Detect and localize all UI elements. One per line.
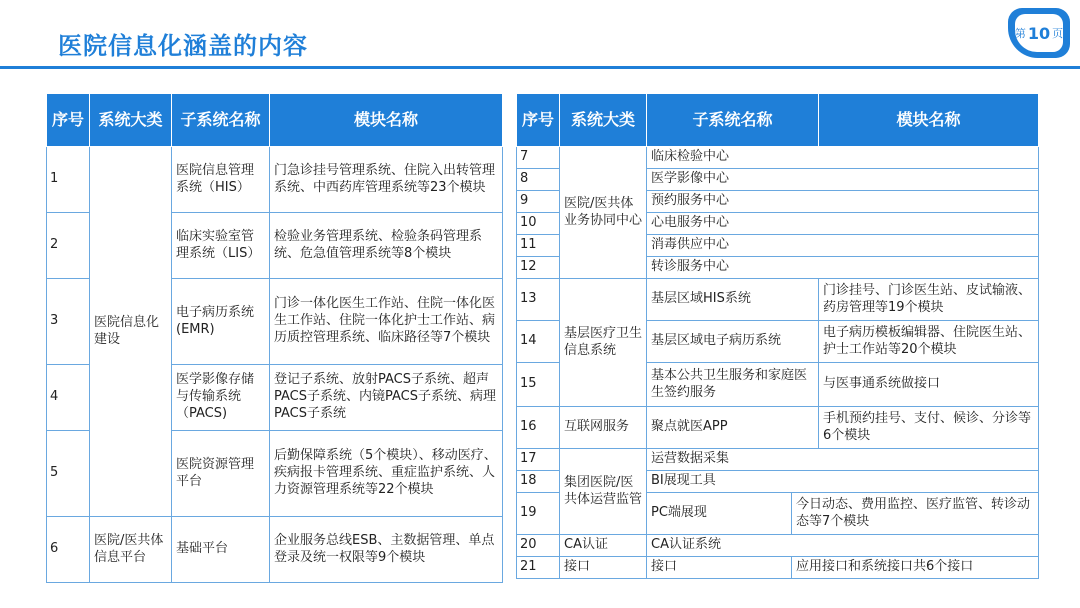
module-cell: 检验业务管理系统、检验条码管理系统、危急值管理系统等8个模块	[270, 213, 503, 279]
table-row	[47, 517, 503, 583]
seq-cell: 17	[517, 449, 560, 471]
category-cell: CA认证	[560, 535, 647, 557]
table-header-row	[47, 94, 503, 147]
module-cell: 电子病历模板编辑器、住院医生站、护士工作站等20个模块	[819, 321, 1039, 363]
table-row	[47, 147, 503, 213]
header-seq: 序号	[47, 94, 90, 147]
subsystem-cell: 基层区域HIS系统	[647, 279, 819, 321]
table-row	[517, 279, 1039, 321]
category-cell: 接口	[560, 557, 647, 579]
subsystem-cell: 心电服务中心	[647, 213, 1039, 235]
subsystem-cell: BI展现工具	[647, 471, 1039, 493]
subsystem-cell: 电子病历系统(EMR)	[172, 279, 270, 365]
seq-cell: 10	[517, 213, 560, 235]
seq-cell: 19	[517, 493, 560, 535]
category-cell: 集团医院/医共体运营监管	[560, 449, 647, 535]
seq-cell: 18	[517, 471, 560, 493]
subsystem-cell: 医院资源管理平台	[172, 431, 270, 517]
seq-cell: 20	[517, 535, 560, 557]
seq-cell: 8	[517, 169, 560, 191]
header-subsystem: 子系统名称	[647, 94, 819, 147]
header-category: 系统大类	[90, 94, 172, 147]
table-row	[517, 449, 1039, 471]
category-cell: 基层医疗卫生信息系统	[560, 279, 647, 407]
seq-cell: 2	[47, 213, 90, 279]
page-number: 10	[1027, 23, 1051, 43]
table-row	[517, 557, 1039, 579]
seq-cell: 1	[47, 147, 90, 213]
seq-cell: 9	[517, 191, 560, 213]
subsystem-cell: 消毒供应中心	[647, 235, 1039, 257]
seq-cell: 6	[47, 517, 90, 583]
subsystem-cell: 基础平台	[172, 517, 270, 583]
header-module: 模块名称	[270, 94, 503, 147]
subsystem-cell: PC端展现	[647, 493, 792, 535]
module-cell: 登记子系统、放射PACS子系统、超声PACS子系统、内镜PACS子系统、病理PACS子系统	[270, 365, 503, 431]
category-cell: 医院信息化建设	[90, 147, 172, 517]
table-row	[517, 147, 1039, 169]
title-underline	[0, 66, 1080, 69]
table-row	[517, 535, 1039, 557]
table-row	[517, 407, 1039, 449]
page-suffix: 页	[1052, 27, 1064, 40]
seq-cell: 16	[517, 407, 560, 449]
module-cell: 手机预约挂号、支付、候诊、分诊等6个模块	[819, 407, 1039, 449]
subsystem-cell: 运营数据采集	[647, 449, 1039, 471]
category-cell: 医院/医共体信息平台	[90, 517, 172, 583]
module-cell: 应用接口和系统接口共6个接口	[792, 557, 1039, 579]
right-table	[516, 93, 1039, 579]
page-title: 医院信息化涵盖的内容	[58, 32, 308, 60]
subsystem-cell: 临床实验室管理系统（LIS）	[172, 213, 270, 279]
subsystem-cell: 基本公共卫生服务和家庭医生签约服务	[647, 363, 819, 407]
category-cell: 互联网服务	[560, 407, 647, 449]
header-seq: 序号	[517, 94, 560, 147]
subsystem-cell: 医学影像中心	[647, 169, 1039, 191]
page-number-badge	[1008, 8, 1070, 58]
table-header-row	[517, 94, 1039, 147]
subsystem-cell: 预约服务中心	[647, 191, 1039, 213]
module-cell: 门诊挂号、门诊医生站、皮试输液、药房管理等19个模块	[819, 279, 1039, 321]
seq-cell: 7	[517, 147, 560, 169]
seq-cell: 14	[517, 321, 560, 363]
module-cell: 今日动态、费用监控、医疗监管、转诊动态等7个模块	[792, 493, 1039, 535]
seq-cell: 3	[47, 279, 90, 365]
header-module: 模块名称	[819, 94, 1039, 147]
seq-cell: 13	[517, 279, 560, 321]
module-cell: 与医事通系统做接口	[819, 363, 1039, 407]
subsystem-cell: 接口	[647, 557, 792, 579]
module-cell: 门急诊挂号管理系统、住院入出转管理系统、中西药库管理系统等23个模块	[270, 147, 503, 213]
subsystem-cell: 临床检验中心	[647, 147, 1039, 169]
subsystem-cell: 医学影像存储与传输系统（PACS)	[172, 365, 270, 431]
category-cell: 医院/医共体业务协同中心	[560, 147, 647, 279]
subsystem-cell: 医院信息管理系统（HIS）	[172, 147, 270, 213]
subsystem-cell: 基层区域电子病历系统	[647, 321, 819, 363]
seq-cell: 5	[47, 431, 90, 517]
seq-cell: 12	[517, 257, 560, 279]
seq-cell: 21	[517, 557, 560, 579]
header-subsystem: 子系统名称	[172, 94, 270, 147]
subsystem-cell: 聚点就医APP	[647, 407, 819, 449]
module-cell: 门诊一体化医生工作站、住院一体化医生工作站、住院一体化护士工作站、病历质控管理系统、临床路径等7个模块	[270, 279, 503, 365]
left-table	[46, 93, 503, 583]
header-category: 系统大类	[560, 94, 647, 147]
subsystem-cell: CA认证系统	[647, 535, 1039, 557]
page-prefix: 第	[1014, 27, 1026, 40]
module-cell: 企业服务总线ESB、主数据管理、单点登录及统一权限等9个模块	[270, 517, 503, 583]
seq-cell: 11	[517, 235, 560, 257]
seq-cell: 4	[47, 365, 90, 431]
seq-cell: 15	[517, 363, 560, 407]
module-cell: 后勤保障系统（5个模块）、移动医疗、疾病报卡管理系统、重症监护系统、人力资源管理系统等22个模块	[270, 431, 503, 517]
subsystem-cell: 转诊服务中心	[647, 257, 1039, 279]
